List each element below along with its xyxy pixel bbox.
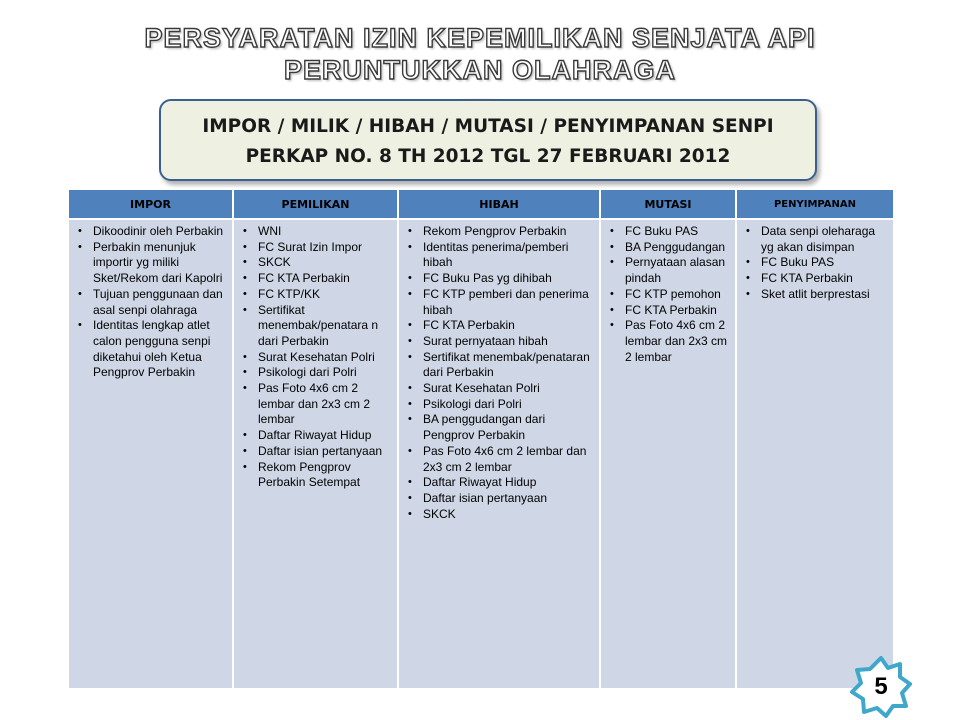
list-item: • SKCK xyxy=(399,507,595,523)
list-item: • Perbakin menunjuk importir yg miliki Sket/Rekom dari Kapolri xyxy=(69,240,228,287)
list-pemilikan xyxy=(234,224,393,491)
list-item: • BA penggudangan dari Pengprov Perbakin xyxy=(399,412,595,443)
list-item: • Daftar Riwayat Hidup xyxy=(399,475,595,491)
list-item: • Surat pernyataan hibah xyxy=(399,334,595,350)
list-item: • Identitas lengkap atlet calon pengguna senpi diketahui oleh Ketua Pengprov Perbakin xyxy=(69,318,228,381)
subtitle-line-2: PERKAP NO. 8 TH 2012 TGL 27 FEBRUARI 2012 xyxy=(245,146,731,167)
list-item: • Pas Foto 4x6 cm 2 lembar dan 2x3 cm 2 lembar xyxy=(399,444,595,475)
list-item: • Sertifikat menembak/penatara n dari Perbakin xyxy=(234,303,393,350)
list-item: • FC Buku PAS xyxy=(737,255,889,271)
list-item: • Pernyataan alasan pindah xyxy=(601,255,731,286)
list-item: • Sertifikat menembak/penataran dari Perbakin xyxy=(399,350,595,381)
table-row xyxy=(68,219,894,689)
list-item: • WNI xyxy=(234,224,393,240)
header-hibah: HIBAH xyxy=(398,189,600,219)
header-mutasi: MUTASI xyxy=(600,189,736,219)
list-item: • Rekom Pengprov Perbakin xyxy=(399,224,595,240)
list-item: • FC KTA Perbakin xyxy=(601,303,731,319)
list-item: • FC KTA Perbakin xyxy=(234,271,393,287)
list-item: • Sket atlit berprestasi xyxy=(737,287,889,303)
list-item: • Psikologi dari Polri xyxy=(399,397,595,413)
list-item: • FC Buku PAS xyxy=(601,224,731,240)
table-header-row xyxy=(68,189,894,219)
page-title-line-1: PERSYARATAN IZIN KEPEMILIKAN SENJATA API xyxy=(144,23,816,53)
page-title xyxy=(0,22,960,86)
list-item: • Pas Foto 4x6 cm 2 lembar dan 2x3 cm 2 lembar xyxy=(601,318,731,365)
list-item: • Identitas penerima/pemberi hibah xyxy=(399,240,595,271)
list-item: • SKCK xyxy=(234,255,393,271)
subtitle-box xyxy=(159,99,817,181)
page-title-line-2: PERUNTUKKAN OLAHRAGA xyxy=(284,55,676,85)
list-item: • FC KTP pemohon xyxy=(601,287,731,303)
list-item: • Data senpi oleharaga yg akan disimpan xyxy=(737,224,889,255)
list-penyimpanan xyxy=(737,224,889,303)
header-pemilikan: PEMILIKAN xyxy=(233,189,398,219)
list-item: • FC KTA Perbakin xyxy=(737,271,889,287)
list-item: • Dikoodinir oleh Perbakin xyxy=(69,224,228,240)
requirements-table xyxy=(67,188,895,690)
cell-impor xyxy=(68,219,233,689)
subtitle-line-1: IMPOR / MILIK / HIBAH / MUTASI / PENYIMPANAN SENPI xyxy=(202,116,774,137)
list-impor xyxy=(69,224,228,381)
list-item: • FC KTA Perbakin xyxy=(399,318,595,334)
list-item: • Psikologi dari Polri xyxy=(234,365,393,381)
cell-penyimpanan xyxy=(736,219,894,689)
list-item: • BA Penggudangan xyxy=(601,240,731,256)
header-impor: IMPOR xyxy=(68,189,233,219)
list-item: • Pas Foto 4x6 cm 2 lembar dan 2x3 cm 2 lembar xyxy=(234,381,393,428)
list-item: • FC KTP pemberi dan penerima hibah xyxy=(399,287,595,318)
list-item: • Daftar isian pertanyaan xyxy=(399,491,595,507)
list-item: • FC KTP/KK xyxy=(234,287,393,303)
list-hibah xyxy=(399,224,595,522)
list-item: • Tujuan penggunaan dan asal senpi olahraga xyxy=(69,287,228,318)
cell-pemilikan xyxy=(233,219,398,689)
cell-mutasi xyxy=(600,219,736,689)
page-number: 5 xyxy=(874,673,888,700)
list-item: • Surat Kesehatan Polri xyxy=(234,350,393,366)
list-mutasi xyxy=(601,224,731,365)
list-item: • FC Surat Izin Impor xyxy=(234,240,393,256)
list-item: • Rekom Pengprov Perbakin Setempat xyxy=(234,460,393,491)
list-item: • FC Buku Pas yg dihibah xyxy=(399,271,595,287)
list-item: • Surat Kesehatan Polri xyxy=(399,381,595,397)
list-item: • Daftar isian pertanyaan xyxy=(234,444,393,460)
cell-hibah xyxy=(398,219,600,689)
header-penyimpanan: PENYIMPANAN xyxy=(736,189,894,219)
list-item: • Daftar Riwayat Hidup xyxy=(234,428,393,444)
